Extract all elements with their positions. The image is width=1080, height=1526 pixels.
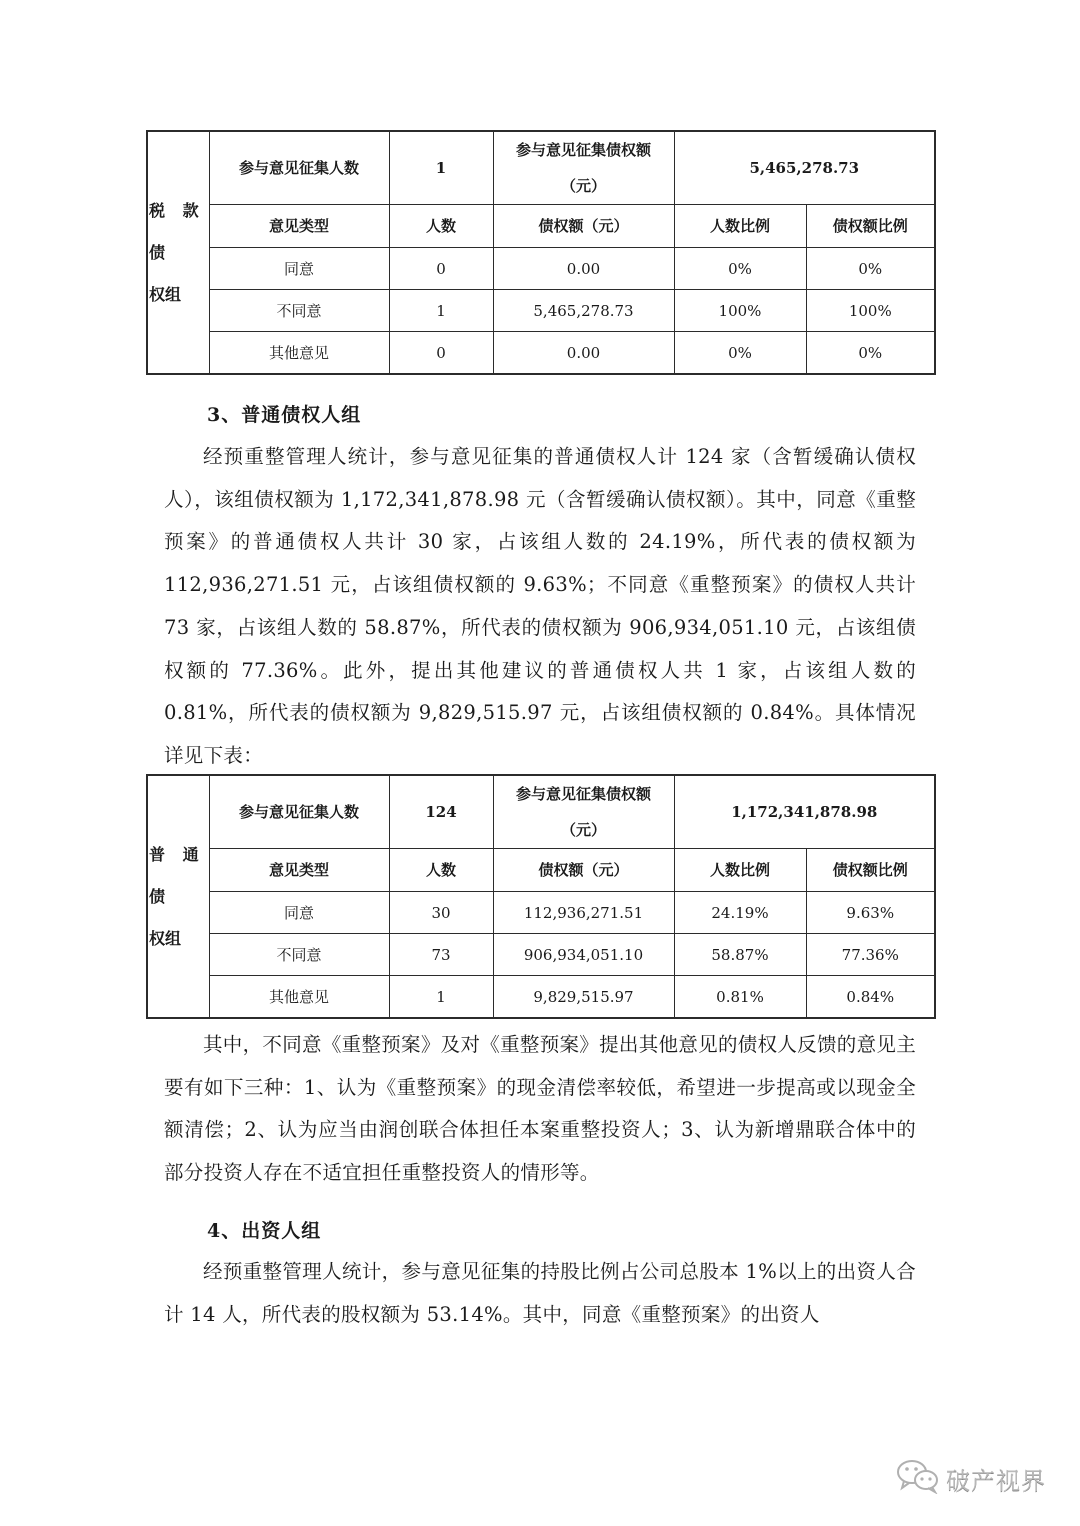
table-cell: 9,829,515.97 <box>493 976 674 1019</box>
table-cell: 100% <box>806 290 935 332</box>
table-cell: 30 <box>389 892 493 934</box>
participant-count-value: 124 <box>389 775 493 849</box>
table-cell: 0.84% <box>806 976 935 1019</box>
watermark-text: 破产视界 <box>946 1466 1046 1495</box>
table-row <box>147 248 935 290</box>
wechat-icon <box>896 1458 940 1498</box>
section-4-paragraph: 经预重整管理人统计，参与意见征集的持股比例占公司总股本 1%以上的出资人合计 14 人，所代表的股权额为 53.14%。其中，同意《重整预案》的出资人 <box>164 1260 916 1326</box>
column-header: 人数 <box>389 205 493 248</box>
table-cell: 0% <box>806 332 935 375</box>
table-cell: 其他意见 <box>209 332 389 375</box>
participant-amount-label: 参与意见征集债权额 （元） <box>493 775 674 849</box>
column-header: 债权额（元） <box>493 205 674 248</box>
table-row <box>147 934 935 976</box>
group-label: 普 通 债 权组 <box>147 775 209 1018</box>
table-cell: 0% <box>806 248 935 290</box>
section-3-heading: 3、普通债权人组 <box>207 404 362 426</box>
column-header-row <box>147 205 935 248</box>
group-label: 税 款 债 权组 <box>147 131 209 374</box>
table-cell: 906,934,051.10 <box>493 934 674 976</box>
column-header: 债权额比例 <box>806 205 935 248</box>
participant-amount-value: 5,465,278.73 <box>674 131 935 205</box>
participant-amount-value: 1,172,341,878.98 <box>674 775 935 849</box>
tax-creditor-table <box>146 130 936 375</box>
table-cell: 同意 <box>209 248 389 290</box>
table-cell: 112,936,271.51 <box>493 892 674 934</box>
column-header: 债权额（元） <box>493 849 674 892</box>
table-cell: 77.36% <box>806 934 935 976</box>
column-header: 意见类型 <box>209 205 389 248</box>
table-cell: 其他意见 <box>209 976 389 1019</box>
table-cell: 0.00 <box>493 332 674 375</box>
table-row <box>147 332 935 375</box>
table-row <box>147 976 935 1019</box>
participant-amount-label: 参与意见征集债权额 （元） <box>493 131 674 205</box>
table-cell: 0% <box>674 332 806 375</box>
table-cell: 9.63% <box>806 892 935 934</box>
watermark <box>896 1458 1046 1498</box>
table-cell: 24.19% <box>674 892 806 934</box>
section-3-paragraph: 经预重整管理人统计，参与意见征集的普通债权人计 124 家（含暂缓确认债权人），该组债权额为 1,172,341,878.98 元（含暂缓确认债权额）。其中，同意《重整预案》的普通债权人共计 30 家，占该组人数的 24.19%，所代表的债权额为 112,936,271.51 元，占该组债权额的 9.63%；不同意《重整预案》的债权人共计 73 家，占该组人数的 58.87%，所代表的债权额为 906,934,051.10 元，占该组债权额的 77.36%。此外，提出其他建议的普通债权人共 1 家，占该组人数的 0.81%，所代表的债权额为 9,829,515.97 元，占该组债权额的 0.84%。具体情况详见下表： <box>164 445 916 767</box>
feedback-paragraph: 其中，不同意《重整预案》及对《重整预案》提出其他意见的债权人反馈的意见主要有如下三种：1、认为《重整预案》的现金清偿率较低，希望进一步提高或以现金全额清偿；2、认为应当由润创联合体担任本案重整投资人；3、认为新增鼎联合体中的部分投资人存在不适宜担任重整投资人的情形等。 <box>164 1033 916 1185</box>
table-cell: 同意 <box>209 892 389 934</box>
table-cell: 0 <box>389 332 493 375</box>
table-cell: 0% <box>674 248 806 290</box>
table-cell: 100% <box>674 290 806 332</box>
participant-count-value: 1 <box>389 131 493 205</box>
table-row <box>147 892 935 934</box>
table-cell: 5,465,278.73 <box>493 290 674 332</box>
table-cell: 不同意 <box>209 934 389 976</box>
participant-count-label: 参与意见征集人数 <box>209 775 389 849</box>
table-cell: 1 <box>389 976 493 1019</box>
column-header: 意见类型 <box>209 849 389 892</box>
section-4-heading: 4、出资人组 <box>207 1220 322 1242</box>
table-cell: 0.81% <box>674 976 806 1019</box>
column-header: 人数比例 <box>674 849 806 892</box>
column-header: 人数 <box>389 849 493 892</box>
column-header-row <box>147 849 935 892</box>
table-row <box>147 290 935 332</box>
participant-count-label: 参与意见征集人数 <box>209 131 389 205</box>
table-cell: 0 <box>389 248 493 290</box>
table-cell: 1 <box>389 290 493 332</box>
column-header: 债权额比例 <box>806 849 935 892</box>
general-creditor-table <box>146 774 936 1019</box>
table-cell: 73 <box>389 934 493 976</box>
column-header: 人数比例 <box>674 205 806 248</box>
table-cell: 不同意 <box>209 290 389 332</box>
table-cell: 0.00 <box>493 248 674 290</box>
table-cell: 58.87% <box>674 934 806 976</box>
